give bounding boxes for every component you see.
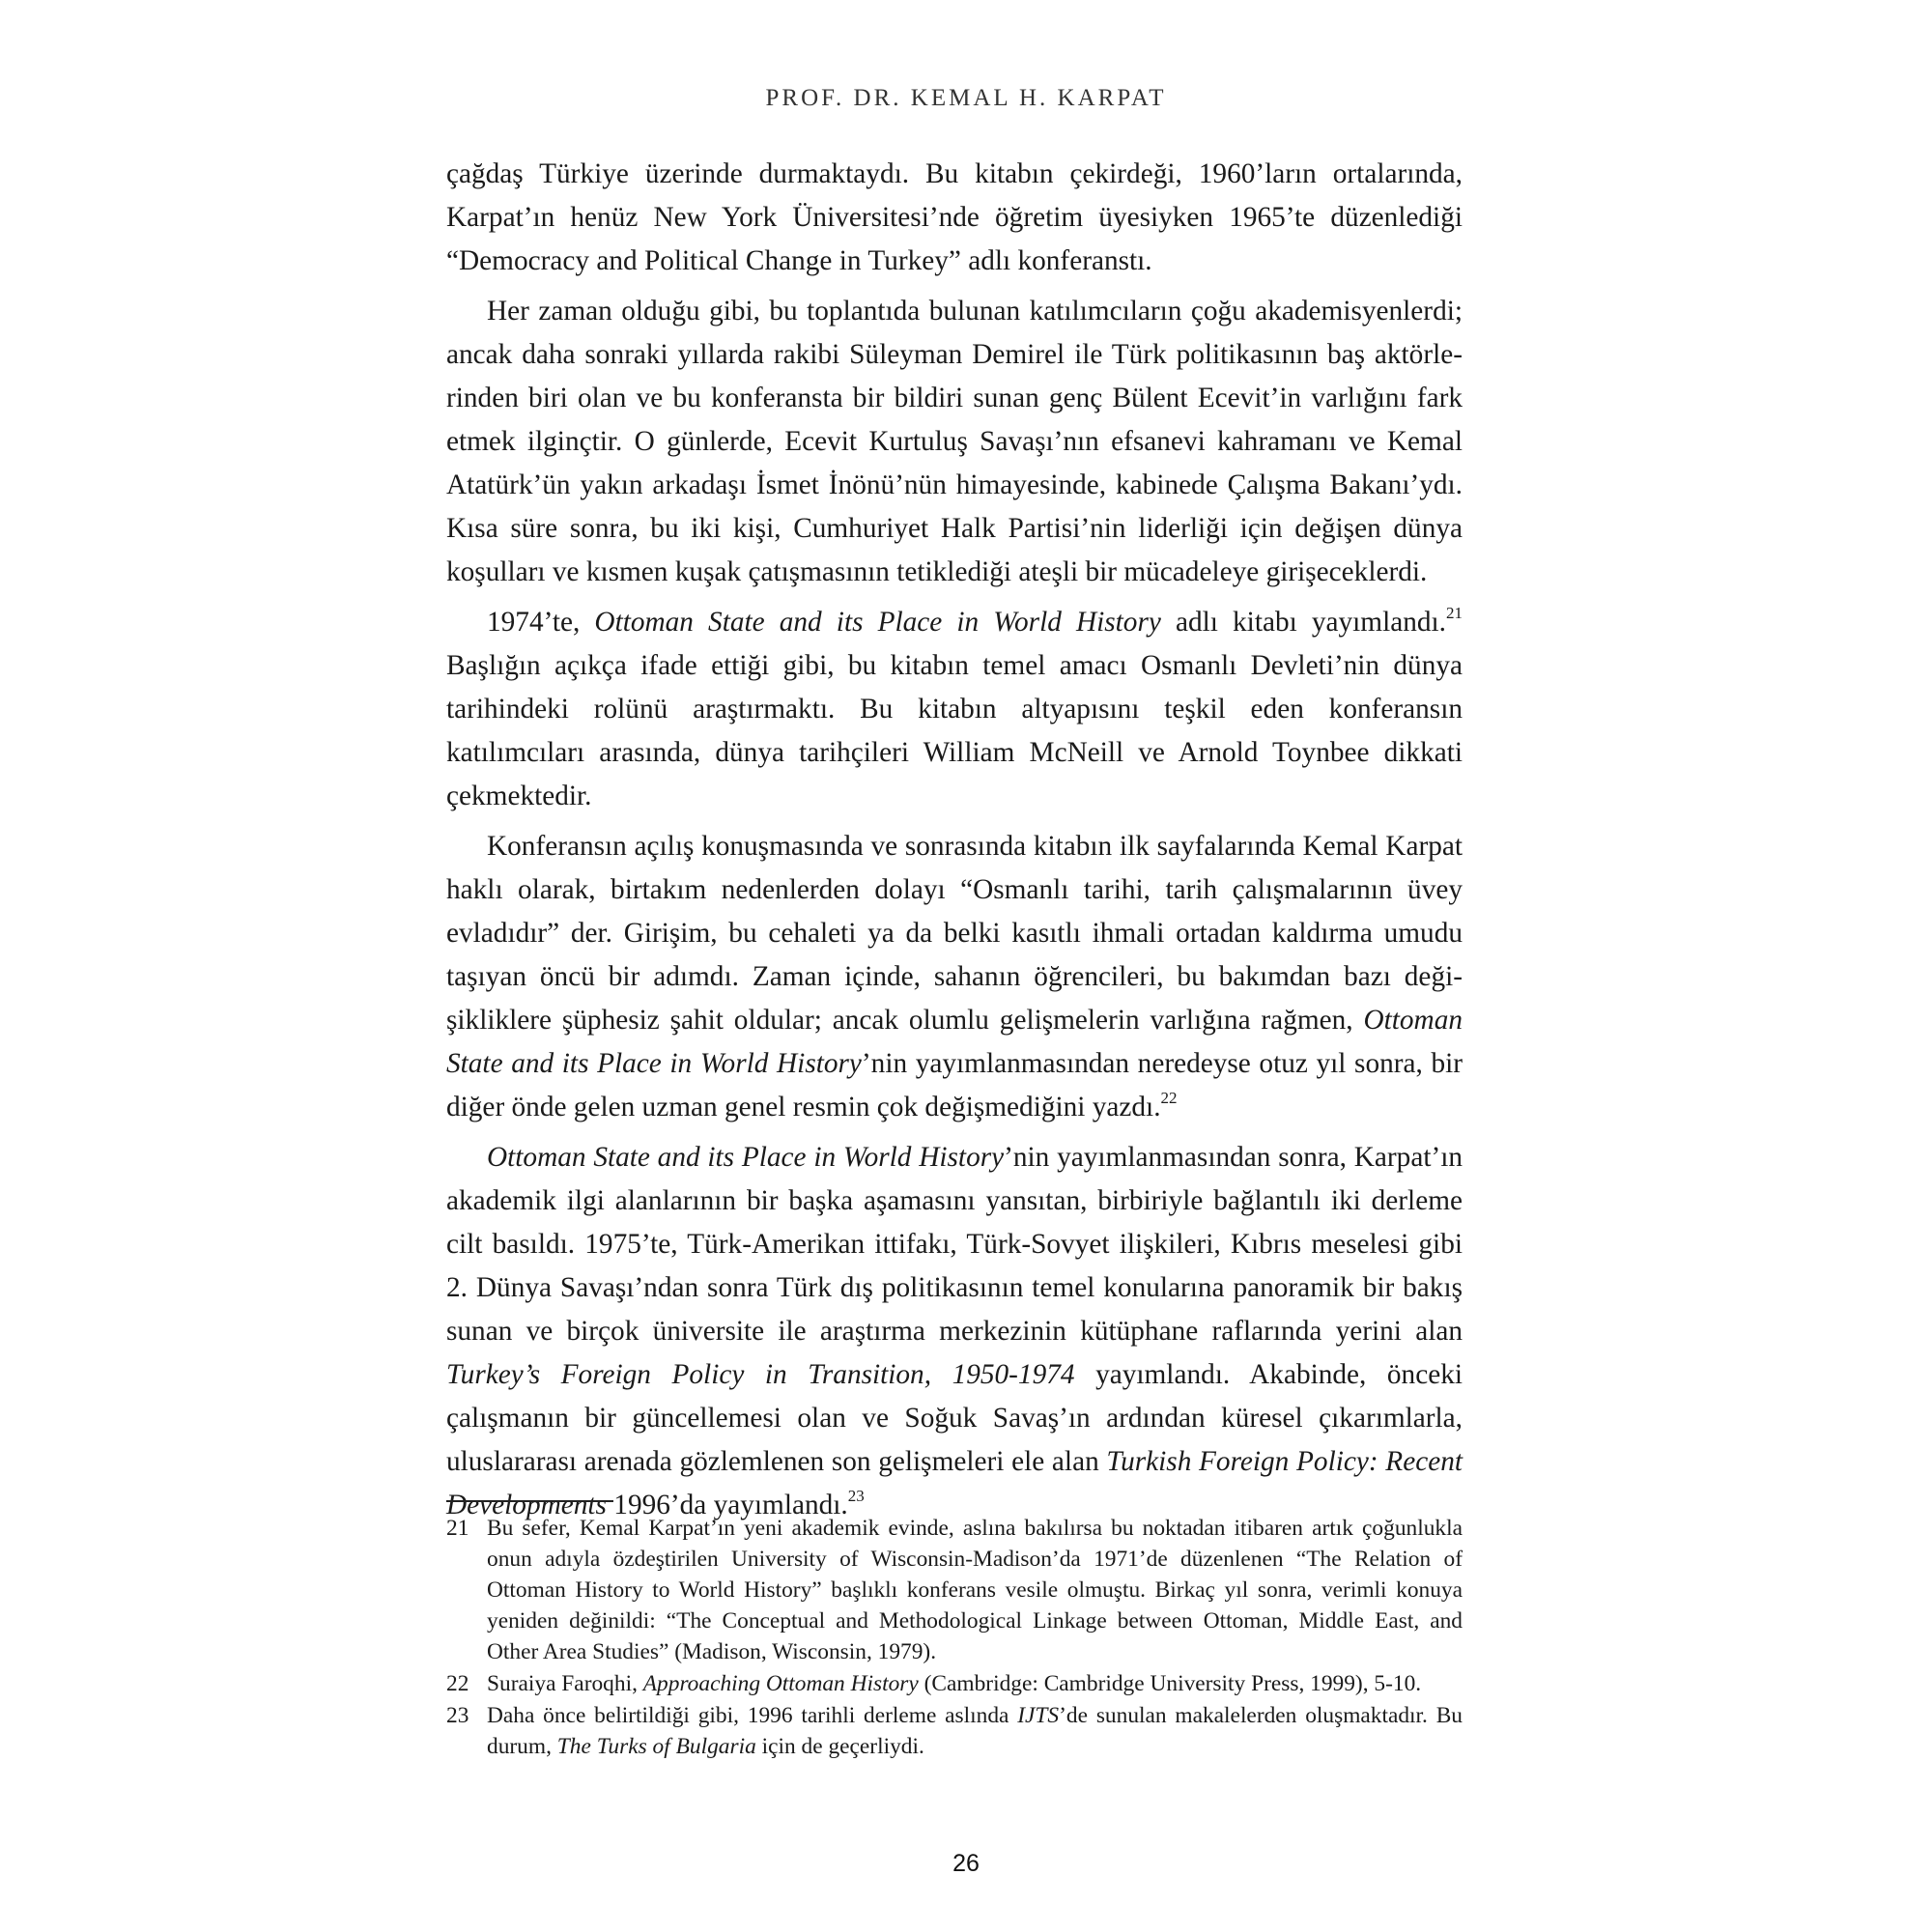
text-run: Suraiya Faroqhi, xyxy=(487,1671,643,1696)
text-run: 1996’da yayımlandı. xyxy=(606,1490,848,1520)
footnote xyxy=(446,1700,1463,1762)
footnotes xyxy=(446,1513,1463,1763)
text-run: adlı kitabı yayımlandı. xyxy=(1160,607,1446,638)
italic-title: Ottoman State and its Place in World History xyxy=(594,607,1161,638)
italic-title: The Turks of Bulgaria xyxy=(556,1734,756,1759)
footnote xyxy=(446,1513,1463,1667)
paragraph xyxy=(446,153,1463,283)
text-run: 1974’te, xyxy=(487,607,595,638)
text-run: ’nin yayımlanmasından sonra, Karpat’ın akademik ilgi alanlarının bir başka aşamasını yansıtan, birbiriyle bağlantılı iki derleme cilt basıldı. 1975’te, Türk-Amerikan ittifakı, Türk-Sovyet ilişkileri, Kıbrıs meselesi gibi 2. Dünya Savaşı’ndan sonra Türk dış politikasının temel konularına panoramik bir bakış sunan ve birçok üniversite ile araştırma merkezinin kütüphane raflarında yerini alan xyxy=(446,1142,1463,1347)
page-number: 26 xyxy=(952,1850,980,1877)
running-head: PROF. DR. KEMAL H. KARPAT xyxy=(765,85,1167,111)
footnote xyxy=(446,1668,1463,1699)
footnote-separator xyxy=(446,1500,613,1502)
text-run: Konferansın açılış konuşmasında ve sonrasında kitabın ilk sayfalarında Kemal Karpat haklı olarak, birtakım nedenlerden dolayı “Osmanlı tarihi, tarih çalışmalarının üvey evladıdır” der. Girişim, bu cehaleti ya da belki kasıtlı ihmali ortadan kaldırma umudu taşıyan öncü bir adımdı. Zaman içinde, sahanın öğrencileri, bu bakımdan bazı değişikliklere şüphesiz şahit oldular; ancak olumlu gelişmelerin varlığına rağmen, xyxy=(446,831,1463,1036)
text-run: ’de sunulan makalelerden oluşmaktadır. Bu durum, xyxy=(487,1703,1463,1759)
text-run: yayımlandı. Akabinde, önceki çalışmanın bir güncellemesi olan ve Soğuk Savaş’ın ardından küresel çıkarımlarla, uluslararası arenada gözlemlenen son gelişmeleri ele alan xyxy=(446,1359,1463,1477)
footnote-number: 21 xyxy=(446,1516,469,1541)
body-text xyxy=(446,153,1463,1534)
italic-title: IJTS xyxy=(1017,1703,1060,1728)
text-run: için de geçerliydi. xyxy=(755,1734,924,1759)
paragraph xyxy=(446,1136,1463,1527)
footnote-number: 23 xyxy=(446,1703,469,1728)
text-run: Her zaman olduğu gibi, bu toplantıda bulunan katılımcıların çoğu akademisyenlerdi; ancak daha sonraki yıllarda rakibi Süleyman Demirel ile Türk politikasının baş aktörlerinden biri olan ve bu konferansta bir bildiri sunan genç Bülent Ecevit’in varlığını fark etmek ilginçtir. O günlerde, Ecevit Kurtuluş Savaşı’nın efsanevi kahramanı ve Kemal Atatürk’ün yakın arkadaşı İsmet İnönü’nün himayesinde, kabinede Çalışma Bakanı’ydı. Kısa süre sonra, bu iki kişi, Cumhuriyet Halk Partisi’nin liderliği için değişen dünya koşulları ve kısmen kuşak çatışmasının tetiklediği ateşli bir mücadeleye girişeceklerdi. xyxy=(446,296,1463,587)
italic-title: Ottoman State and its Place in World History xyxy=(446,1005,1463,1079)
italic-title: Turkish Foreign Policy: Recent Developments xyxy=(446,1446,1463,1520)
italic-title: Approaching Ottoman History xyxy=(642,1671,919,1696)
italic-title: Turkey’s Foreign Policy in Transition, 1950-1974 xyxy=(446,1359,1075,1390)
paragraph xyxy=(446,825,1463,1129)
italic-title: Ottoman State and its Place in World History xyxy=(487,1142,1005,1173)
text-run: ’nin yayımlanmasından neredeyse otuz yıl sonra, bir diğer önde gelen uzman genel resmin çok değişmediğini yazdı. xyxy=(446,1048,1463,1122)
footnote-ref: 23 xyxy=(847,1487,865,1506)
text-run: Başlığın açıkça ifade ettiği gibi, bu kitabın temel amacı Osmanlı Devleti’nin dünya tarihindeki rolünü araştırmaktı. Bu kitabın altyapısını teşkil eden konferansın katılımcıları arasında, dünya tarihçileri William McNeill ve Arnold Toynbee dikkati çekmektedir. xyxy=(446,650,1463,811)
text-run: çağdaş Türkiye üzerinde durmaktaydı. Bu kitabın çekirdeği, 1960’ların ortalarında, Karpat’ın henüz New York Üniversitesi’nde öğretim üyesiyken 1965’te düzenlediği “Democracy and Political Change in Turkey” adlı konferanstı. xyxy=(446,158,1463,276)
footnote-ref: 22 xyxy=(1160,1089,1178,1108)
text-run: Daha önce belirtildiği gibi, 1996 tarihli derleme aslında xyxy=(487,1703,1018,1728)
text-run: (Cambridge: Cambridge University Press, 1999), 5-10. xyxy=(918,1671,1422,1696)
text-run: Bu sefer, Kemal Karpat’ın yeni akademik evinde, aslına bakılırsa bu noktadan itibaren artık çoğunlukla onun adıyla özdeştirilen University of Wisconsin-Madison’da 1971’de düzenlenen “The Relation of Ottoman History to World History” başlıklı konferans vesile olmuştu. Birkaç yıl sonra, verimli konuya yeniden değinildi: “The Conceptual and Methodological Linkage between Ottoman, Middle East, and Other Area Studies” (Madison, Wisconsin, 1979). xyxy=(487,1516,1463,1664)
footnote-ref: 21 xyxy=(1446,604,1463,623)
footnote-number: 22 xyxy=(446,1671,469,1696)
paragraph xyxy=(446,290,1463,594)
paragraph xyxy=(446,601,1463,818)
